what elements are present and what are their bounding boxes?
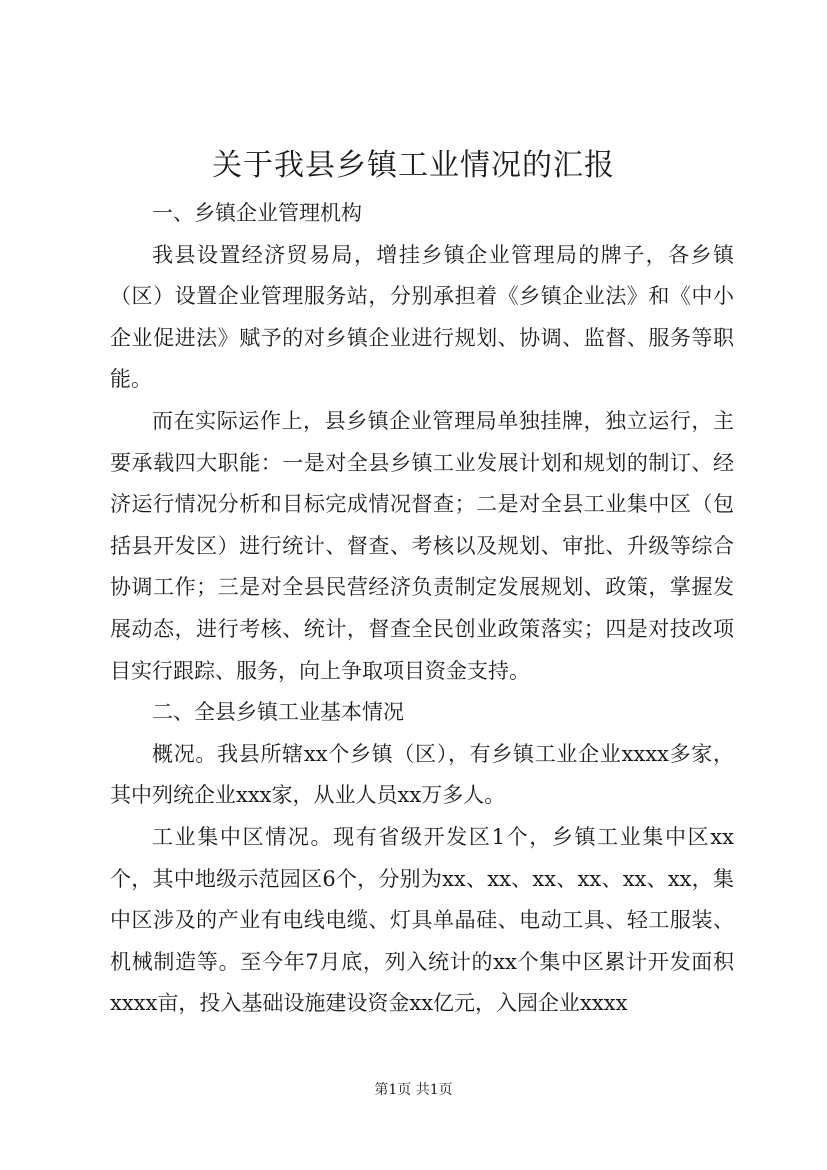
section-heading: 二、全县乡镇工业基本情况 — [152, 700, 404, 725]
section-heading: 一、乡镇企业管理机构 — [152, 201, 362, 225]
document-title: 关于我县乡镇工业情况的汇报 — [212, 148, 615, 183]
paragraph: 而在实际运作上，县乡镇企业管理局单独挂牌，独立运行，主要承载四大职能：一是对全县乡镇工业发展计划和规划的制订、经济运行情况分析和目标完成情况督查；二是对全县工业集中区（包括县开发区）进行统计、督查、考核以及规划、审批、升级等综合协调工作；三是对全县民营经济负责制定发展规划、政策，掌握发展动态，进行考核、统计，督查全民创业政策落实；四是对技改项目实行跟踪、服务，向上争取项目资金支持。 — [110, 408, 734, 683]
paragraph: 概况。我县所辖xx个乡镇（区），有乡镇工业企业xxxx多家，其中列统企业xxx家，从业人员xx万多人。 — [110, 741, 734, 808]
document-body — [110, 193, 734, 1025]
paragraph: 工业集中区情况。现有省级开发区1个，乡镇工业集中区xx个，其中地级示范园区6个，分别为xx、xx、xx、xx、xx、xx，集中区涉及的产业有电线电缆、灯具单晶硅、电动工具、轻工服装、机械制造等。至今年7月底，列入统计的xx个集中区累计开发面积xxxx亩，投入基础设施建设资金xx亿元，入园企业xxxx — [110, 824, 734, 1016]
paragraph: 我县设置经济贸易局，增挂乡镇企业管理局的牌子，各乡镇（区）设置企业管理服务站，分别承担着《乡镇企业法》和《中小企业促进法》赋予的对乡镇企业进行规划、协调、监督、服务等职能。 — [110, 242, 734, 392]
page-footer: 第1页 共1页 — [374, 1082, 453, 1098]
